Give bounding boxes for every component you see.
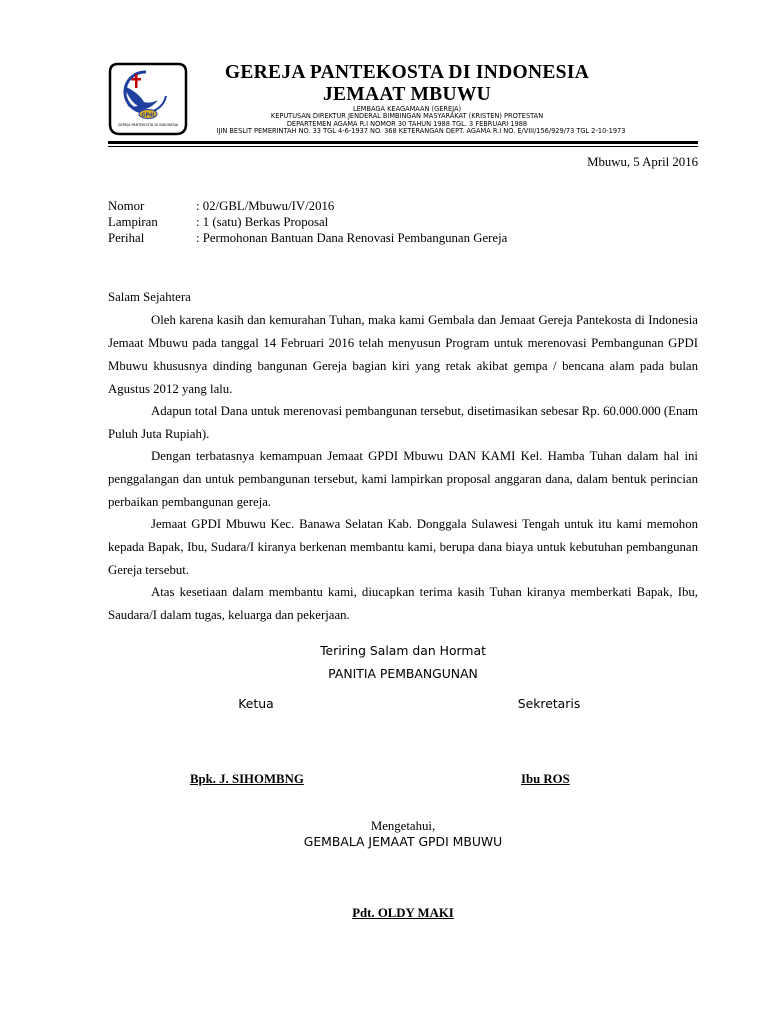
cross-vertical bbox=[135, 74, 138, 88]
letterhead-rule-thin bbox=[108, 146, 698, 147]
letterhead-line-3: DEPARTEMEN AGAMA R.I NOMOR 30 TAHUN 1988 TGL. 3 FEBRUARI 1988 bbox=[286, 120, 528, 128]
pastor-title: GEMBALA JEMAAT GPDI MBUWU bbox=[303, 834, 503, 849]
meta-label: Nomor bbox=[108, 199, 145, 213]
paragraph-3: Dengan terbatasnya kemampuan Jemaat GPDI Mbuwu DAN KAMI Kel. Hamba Tuhan dalam hal ini penggalangan dan untuk pembangunan tersebut, kami lampirkan proposal anggaran dana, dalam bentuk perincian perbaikan pembangunan gereja. bbox=[108, 449, 698, 509]
meta-row-perihal bbox=[108, 230, 507, 246]
meta-label: Lampiran bbox=[108, 215, 158, 229]
left-signatory-name: Bpk. J. SIHOMBNG bbox=[190, 772, 304, 786]
paragraph-5: Atas kesetiaan dalam membantu kami, diucapkan terima kasih Tuhan kiranya memberkati Bapak, Ibu, Saudara/I dalam tugas, keluarga dan pekerjaan. bbox=[108, 585, 698, 622]
cross-horizontal bbox=[132, 78, 142, 81]
committee-title: PANITIA PEMBANGUNAN bbox=[328, 666, 478, 681]
date-line: Mbuwu, 5 April 2016 bbox=[587, 155, 698, 169]
left-role: Ketua bbox=[238, 696, 274, 711]
org-name: GEREJA PANTEKOSTA DI INDONESIA bbox=[224, 62, 590, 83]
letterhead-line-2: KEPUTUSAN DIREKTUR JENDERAL BIMBINGAN MASYARAKAT (KRISTEN) PROTESTAN bbox=[270, 112, 544, 120]
right-role: Sekretaris bbox=[517, 696, 581, 711]
meta-row-nomor bbox=[108, 198, 334, 214]
letterhead-rule-thick bbox=[108, 141, 698, 144]
pastor-name: Pdt. OLDY MAKI bbox=[352, 906, 454, 920]
meta-value: : Permohonan Bantuan Dana Renovasi Pembangunan Gereja bbox=[196, 231, 508, 245]
closing-greeting: Teriring Salam dan Hormat bbox=[320, 643, 486, 658]
salutation: Salam Sejahtera bbox=[108, 290, 191, 304]
meta-row-lampiran bbox=[108, 214, 328, 230]
acknowledged-label: Mengetahui, bbox=[370, 819, 436, 833]
congregation-name: JEMAAT MBUWU bbox=[322, 84, 492, 105]
paragraph-1: Oleh karena kasih dan kemurahan Tuhan, maka kami Gembala dan Jemaat Gereja Pantekosta di Indonesia Jemaat Mbuwu pada tanggal 14 Februari 2016 telah menyusun Program untuk merenovasi Pembangunan GPDI Mbuwu khususnya dinding bangunan Gereja bagian kiri yang retak akibat gempa / bencana alam pada bulan Agustus 2012 yang lalu. bbox=[108, 313, 698, 396]
meta-label: Perihal bbox=[108, 231, 145, 245]
meta-value: : 02/GBL/Mbuwu/IV/2016 bbox=[196, 199, 335, 213]
logo-badge-text: GPdI bbox=[141, 112, 155, 119]
meta-value: : 1 (satu) Berkas Proposal bbox=[196, 215, 329, 229]
letterhead-line-1: LEMBAGA KEAGAMAAN (GEREJA) bbox=[352, 105, 462, 113]
paragraph-2: Adapun total Dana untuk merenovasi pembangunan tersebut, disetimasikan sebesar Rp. 60.000.000 (Enam Puluh Juta Rupiah). bbox=[108, 404, 698, 441]
letterhead-line-4: IJIN BESLIT PEMERINTAH NO. 33 TGL 4-6-1937 NO. 368 KETERANGAN DEPT. AGAMA R.I NO. E/VIII/156/929/73 TGL 2-10-1973 bbox=[216, 127, 626, 135]
right-signatory-name: Ibu ROS bbox=[521, 772, 570, 786]
paragraph-4: Jemaat GPDI Mbuwu Kec. Banawa Selatan Kab. Donggala Sulawesi Tengah untuk itu kami memohon kepada Bapak, Ibu, Sudara/I kiranya berkenan membantu kami, berupa dana biaya untuk kebutuhan pembangunan Gereja tersebut. bbox=[108, 517, 698, 577]
church-logo bbox=[108, 62, 188, 137]
logo-caption: GEREJA PANTEKOSTA DI INDONESIA bbox=[117, 123, 179, 127]
